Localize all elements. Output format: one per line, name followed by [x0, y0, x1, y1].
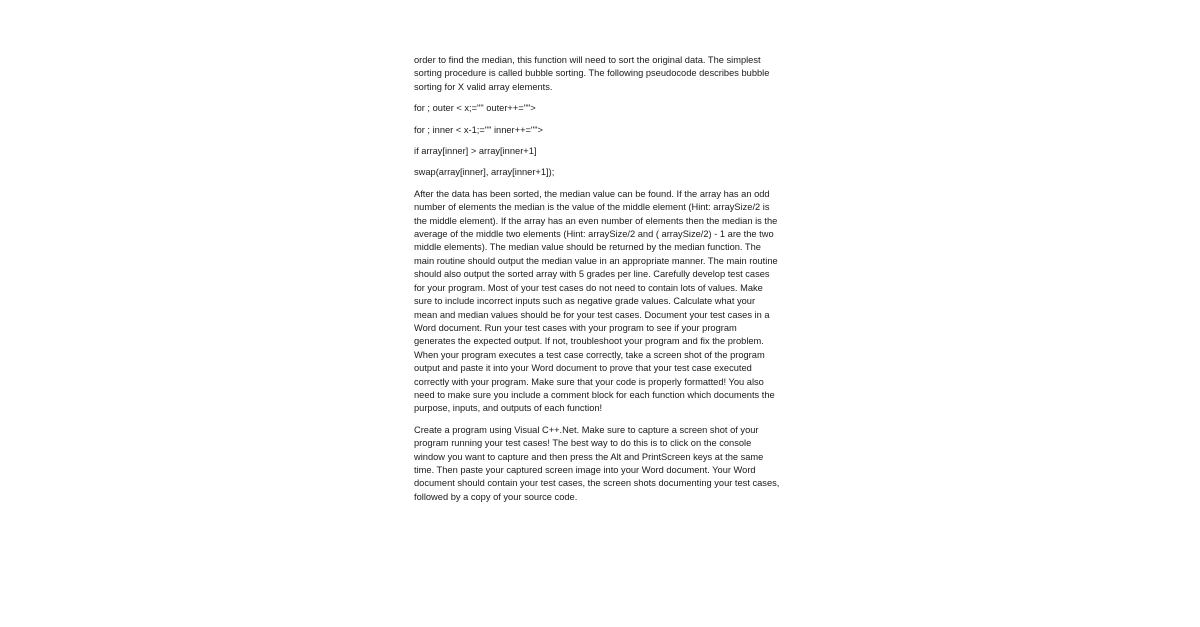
- median-instructions-paragraph: After the data has been sorted, the median value can be found. If the array has an odd number of elements the median is the value of the middle element (Hint: arraySize/2 is the middle element). If the array has an even number of elements then the median is the average of the middle two elements (Hint: arraySize/2 and ( arraySize/2) - 1 are the two middle elements). The median value should be returned by the median function. The main routine should output the median value in an appropriate manner. The main routine should also output the sorted array with 5 grades per line. Carefully develop test cases for your program. Most of your test cases do not need to contain lots of values. Make sure to include incorrect inputs such as negative grade values. Calculate what your mean and median values should be for your test cases. Document your test cases in a Word document. Run your test cases with your program to see if your program generates the expected output. If not, troubleshoot your program and fix the problem. When your program executes a test case correctly, take a screen shot of the program output and paste it into your Word document to prove that your test case executed correctly with your program. Make sure that your code is properly formatted! You also need to make sure you include a comment block for each function which documents the purpose, inputs, and outputs of each function!: [414, 188, 778, 414]
- code-line-inner-loop: for ; inner < x-1;="" inner++="">: [414, 124, 543, 135]
- intro-paragraph: order to find the median, this function will need to sort the original data. The simplest sorting procedure is called bubble sorting. The following pseudocode describes bubble sorting for X valid array elements.: [414, 55, 770, 92]
- screenshot-instructions-paragraph: Create a program using Visual C++.Net. Make sure to capture a screen shot of your program running your test cases! The best way to do this is to click on the console window you want to capture and then press the Alt and PrintScreen keys at the same time. Then paste your captured screen image into your Word document. Your Word document should contain your test cases, the screen shots documenting your test cases, followed by a copy of your source code.: [414, 424, 780, 502]
- code-line-swap: swap(array[inner], array[inner+1]);: [414, 167, 555, 178]
- code-line-outer-loop: for ; outer < x;="" outer++="">: [414, 103, 536, 114]
- document-page: [414, 54, 780, 512]
- code-line-compare: if array[inner] > array[inner+1]: [414, 146, 537, 157]
